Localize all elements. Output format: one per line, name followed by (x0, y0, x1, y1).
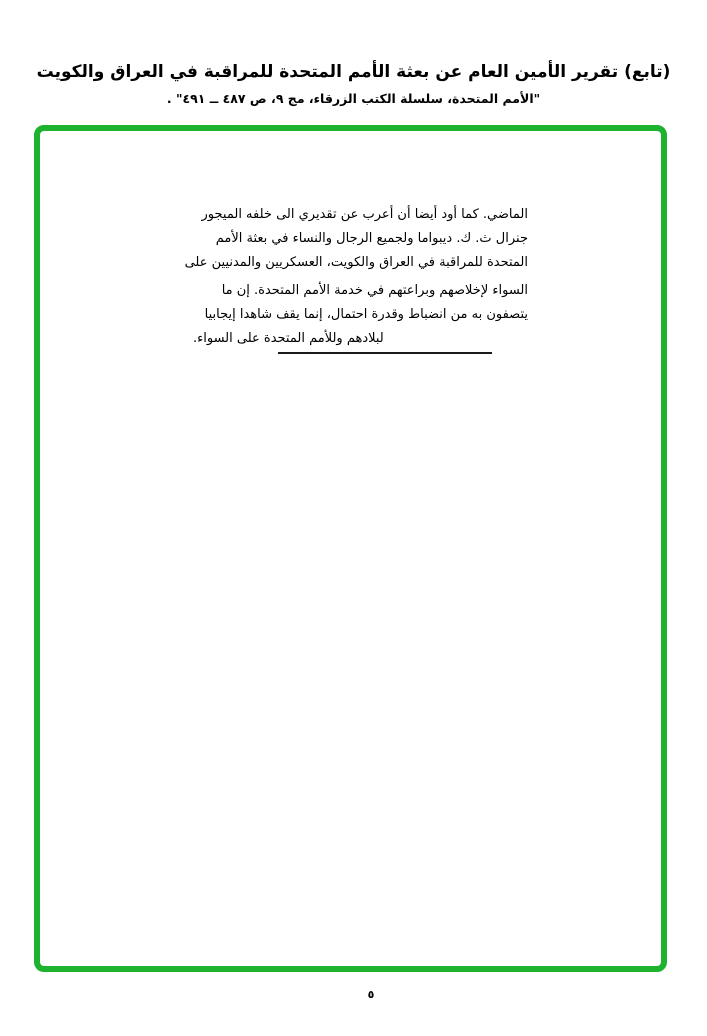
page-title: (تابع) تقرير الأمين العام عن بعثة الأمم المتحدة للمراقبة في العراق والكويت (36, 62, 671, 82)
text-line: لبلادهم وللأمم المتحدة على السواء. (193, 331, 384, 346)
text-line: السواء لإخلاصهم وبراعتهم في خدمة الأمم المتحدة. إن ما (221, 283, 528, 298)
section-divider (278, 352, 492, 354)
text-line: يتصفون به من انضباط وقدرة احتمال، إنما يقف شاهدا إيجابيا (204, 307, 528, 322)
text-line: جنرال ث. ك. ديبواما ولجميع الرجال والنساء في بعثة الأمم (215, 231, 528, 246)
text-line: الماضي. كما أود أيضا أن أعرب عن تقديري الى خلفه الميجور (201, 207, 528, 222)
page-number: ٥ (367, 988, 375, 1001)
text-line: المتحدة للمراقبة في العراق والكويت، العسكريين والمدنيين على (184, 255, 528, 270)
body-text (178, 203, 528, 351)
source-citation: "الأمم المتحدة، سلسلة الكتب الزرقاء، مج ٩، ص ٤٨٧ ــ ٤٩١" . (166, 91, 541, 106)
